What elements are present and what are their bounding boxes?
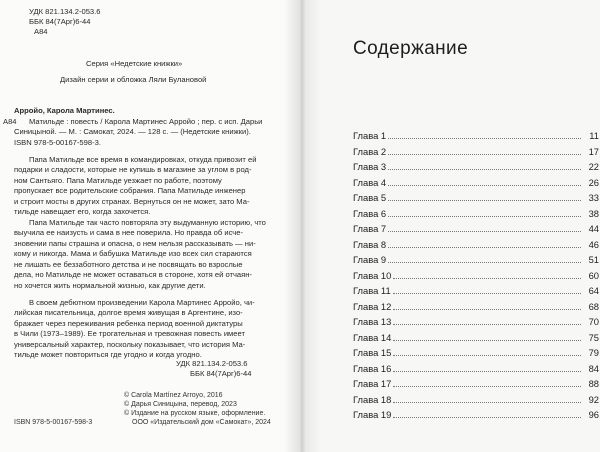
toc-entry [353,408,599,421]
toc-entry [353,300,599,313]
annotation-line: дела, но Матильде не может оставаться в стороне, хотя ей отчаян- [14,270,252,279]
annotation-line: лийская писательница, долгое время живущая в Аргентине, изо- [14,308,243,317]
annotation-line: и строит мосты в других странах. Вернуться он не может, зато Ма- [14,197,250,206]
udk-bottom: УДК 821.134.2-053.6 [176,359,248,368]
toc-entry [353,315,599,328]
toc-dot-leader [393,355,581,356]
toc-chapter-label: Глава 8 [353,238,387,250]
toc-chapter-label: Глава 2 [353,145,387,157]
toc-dot-leader [393,402,581,403]
udk-code: УДК 821.134.2-053.6 [29,7,101,16]
annotation-line: пропускает все родительские собрания. Папа Матильде инженер [14,186,246,195]
toc-entry [353,222,599,235]
toc-page-number: 33 [588,192,599,203]
toc-entry [353,362,599,375]
toc-entry [353,129,599,142]
toc-page-number: 64 [588,285,599,296]
toc-page-number: 51 [588,254,599,265]
toc-entry [353,145,599,158]
toc-chapter-label: Глава 6 [353,207,387,219]
annotation-line: Папа Матильде так часто повторяла эту выдуманную историю, что [29,218,266,227]
toc-dot-leader [388,154,581,155]
annotation-line: выучила ее наизусть и сама в нее поверила. Но правда об исче- [14,228,244,237]
annotation-line: зновении папы страшна и опасна, о нем нельзя рассказывать — ни- [14,239,256,248]
toc-page-number: 11 [589,130,599,141]
annotation-line: но хочется жить нормальной жизнью, как другие дети. [14,281,206,290]
toc-chapter-label: Глава 9 [353,254,387,265]
toc-dot-leader [393,386,581,387]
toc-chapter-label: Глава 3 [353,161,387,172]
biblio-line: Синицыной. — М. : Самокат, 2024. — 128 с. — (Недетские книжки). [14,127,251,136]
toc-chapter-label: Глава 13 [353,316,392,327]
toc-entry [353,269,599,282]
margin-author-mark: А84 [3,117,17,126]
toc-dot-leader [388,138,581,139]
toc-chapter-label: Глава 15 [353,347,392,358]
toc-chapter-label: Глава 10 [353,269,392,281]
toc-chapter-label: Глава 19 [353,409,392,420]
toc-entry [353,331,599,344]
toc-entry [353,191,599,204]
toc-page-number: 38 [588,207,599,219]
toc-entry [353,253,599,266]
toc-dot-leader [388,200,581,201]
toc-page-number: 70 [588,316,599,327]
toc-dot-leader [388,216,581,217]
toc-entry [353,207,599,220]
toc-page-number: 60 [588,269,599,281]
toc-page-number: 75 [588,331,599,343]
toc-entry [353,160,599,173]
annotation-line: в Чили (1973–1989). Ее трогательная и тревожная повесть имеет [14,329,245,338]
toc-dot-leader [388,169,581,170]
toc-page-number: 88 [588,378,599,389]
toc-dot-leader [393,324,581,325]
toc-dot-leader [393,278,581,279]
toc-chapter-label: Глава 12 [353,300,392,312]
author-mark: А84 [34,27,48,36]
annotation-line: кому и никогда. Мама и бабушка Матильде изо всех сил стараются [14,249,252,258]
copyright-line: © Издание на русском языке, оформление. [124,410,266,417]
author-heading: Арройо, Карола Мартинес. [14,106,115,115]
bbk-code: ББК 84(7Арг)6-44 [29,17,91,26]
biblio-line: ISBN 978-5-00167-598-3. [14,138,101,147]
annotation-line: тильде может повториться где угодно и когда угодно. [14,350,202,359]
toc-dot-leader [388,247,581,248]
bbk-bottom: ББК 84(7Арг)6-44 [190,369,252,378]
toc-page-number: 22 [588,161,599,172]
annotation-line: В своем дебютном произведении Карола Мартинес Арройо, чи- [29,298,255,307]
biblio-line: Матильде : повесть / Карола Мартинес Арройо ; пер. с исп. Дарьи [29,117,263,126]
toc-chapter-label: Глава 4 [353,176,387,188]
toc-dot-leader [393,371,581,372]
toc-page-number: 96 [588,409,599,420]
toc-dot-leader [388,185,581,186]
annotation-line: подарки и сладости, которые не купишь в магазине за углом в род- [14,165,252,174]
annotation-line: Папа Матильде все время в командировках, откуда привозит ей [29,155,257,164]
copyright-line: © Дарья Синицына, перевод, 2023 [124,401,237,408]
copyright-line: © Carola Martínez Arroyo, 2016 [124,392,223,399]
toc-page-number: 26 [588,176,599,188]
toc-entry [353,284,599,297]
toc-chapter-label: Глава 16 [353,362,392,374]
toc-entry [353,377,599,390]
toc-dot-leader [388,231,581,232]
toc-title: Содержание [353,38,469,59]
toc-chapter-label: Глава 17 [353,378,392,389]
toc-entry [353,238,599,251]
toc-dot-leader [393,340,581,341]
toc-page-number: 92 [588,393,599,405]
design-credit: Дизайн серии и обложка Ляли Булановой [60,75,207,84]
toc-chapter-label: Глава 1 [353,130,387,141]
annotation-line: тильде навещает его, когда захочется. [14,207,151,216]
annotation-line: ном Сантьяго. Папа Матильде уезжает по работе, поэтому [14,176,222,185]
toc-page-number: 68 [588,300,599,312]
toc-entry [353,346,599,359]
annotation-line: бражает через переживания ребенка период военной диктатуры [14,319,243,328]
series-line: Серия «Недетские книжки» [86,59,183,68]
toc-dot-leader [393,309,581,310]
toc-page-number: 44 [588,223,599,234]
toc-chapter-label: Глава 7 [353,223,387,234]
annotation-line: универсальный характер, поскольку показывает, что история Ма- [14,340,246,349]
toc-chapter-label: Глава 18 [353,393,392,405]
isbn-bottom: ISBN 978-5-00167-598-3 [14,419,93,426]
toc-entry [353,393,599,406]
toc-page-number: 46 [588,238,599,250]
toc-chapter-label: Глава 11 [353,285,391,296]
toc-page-number: 17 [588,145,599,157]
toc-page-number: 84 [588,362,599,374]
copyright-line: ООО «Издательский дом «Самокат», 2024 [132,419,271,426]
toc-dot-leader [393,293,581,294]
annotation-line: не лишать ее беззаботного детства и не посвящать во взрослые [14,260,243,269]
toc-entry [353,176,599,189]
toc-dot-leader [393,417,581,418]
toc-chapter-label: Глава 5 [353,192,387,203]
toc-dot-leader [388,262,581,263]
toc-chapter-label: Глава 14 [353,331,392,343]
toc-page-number: 79 [588,347,599,358]
